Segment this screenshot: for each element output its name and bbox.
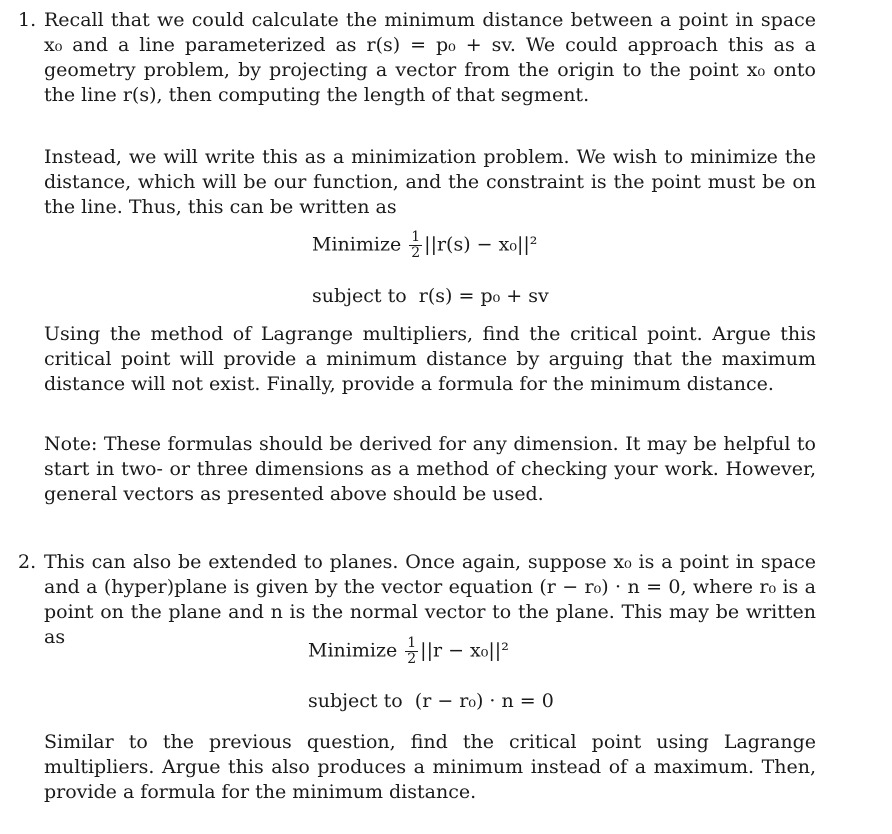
- problem-1-task: Using the method of Lagrange multipliers, find the critical point. Argue this critical point will provide a minimum distance by arguing that the maximum distance will not exist. Finally, provide a formula for the minimum distance.: [44, 323, 816, 395]
- minimize-label: Minimize: [312, 233, 402, 256]
- problem-2-objective-line: [308, 636, 509, 667]
- one-half-fraction: [405, 636, 418, 667]
- problem-2-intro: This can also be extended to planes. Once again, suppose x₀ is a point in space and a (hyper)plane is given by the vector equation (r − r₀) · n = 0, where r₀ is a point on the plane and n is the normal vector to the plane. This may be written as: [44, 551, 816, 648]
- subject-to-label: subject to: [312, 285, 407, 307]
- constraint-expression: (r − r₀) · n = 0: [414, 690, 554, 712]
- problem-2-number: 2.: [18, 551, 37, 573]
- minimize-label: Minimize: [308, 639, 398, 662]
- problem-1-intro: Recall that we could calculate the minimum distance between a point in space x₀ and a line parameterized as r(s) = p₀ + sv. We could approach this as a geometry problem, by projecting a vector from the origin to the point x₀ onto the line r(s), then computing the length of that segment.: [44, 9, 816, 106]
- problem-1-setup: Instead, we will write this as a minimization problem. We wish to minimize the distance, which will be our function, and the constraint is the point must be on the line. Thus, this can be written as: [44, 146, 816, 218]
- objective-expression: ||r(s) − x₀||²: [424, 233, 538, 256]
- fraction-numerator: 1: [411, 229, 421, 245]
- objective-expression: ||r − x₀||²: [420, 639, 509, 662]
- subject-to-label: subject to: [308, 690, 403, 712]
- problem-1-objective-line: [312, 230, 537, 261]
- problem-2-task: Similar to the previous question, find the critical point using Lagrange multipliers. Argue this also produces a minimum instead of a maximum. Then, provide a formula for the minimum distance.: [44, 731, 816, 803]
- fraction-denominator: 2: [407, 651, 417, 667]
- problem-1-number: 1.: [18, 9, 37, 31]
- one-half-fraction: [409, 230, 422, 261]
- problem-1-constraint-line: [312, 283, 549, 309]
- problem-2-constraint-line: [308, 688, 554, 714]
- fraction-numerator: 1: [407, 635, 417, 651]
- fraction-denominator: 2: [411, 245, 421, 261]
- problem-1-note: Note: These formulas should be derived for any dimension. It may be helpful to start in two- or three dimensions as a method of checking your work. However, general vectors as presented above should be used.: [44, 433, 816, 505]
- constraint-expression: r(s) = p₀ + sv: [418, 285, 549, 307]
